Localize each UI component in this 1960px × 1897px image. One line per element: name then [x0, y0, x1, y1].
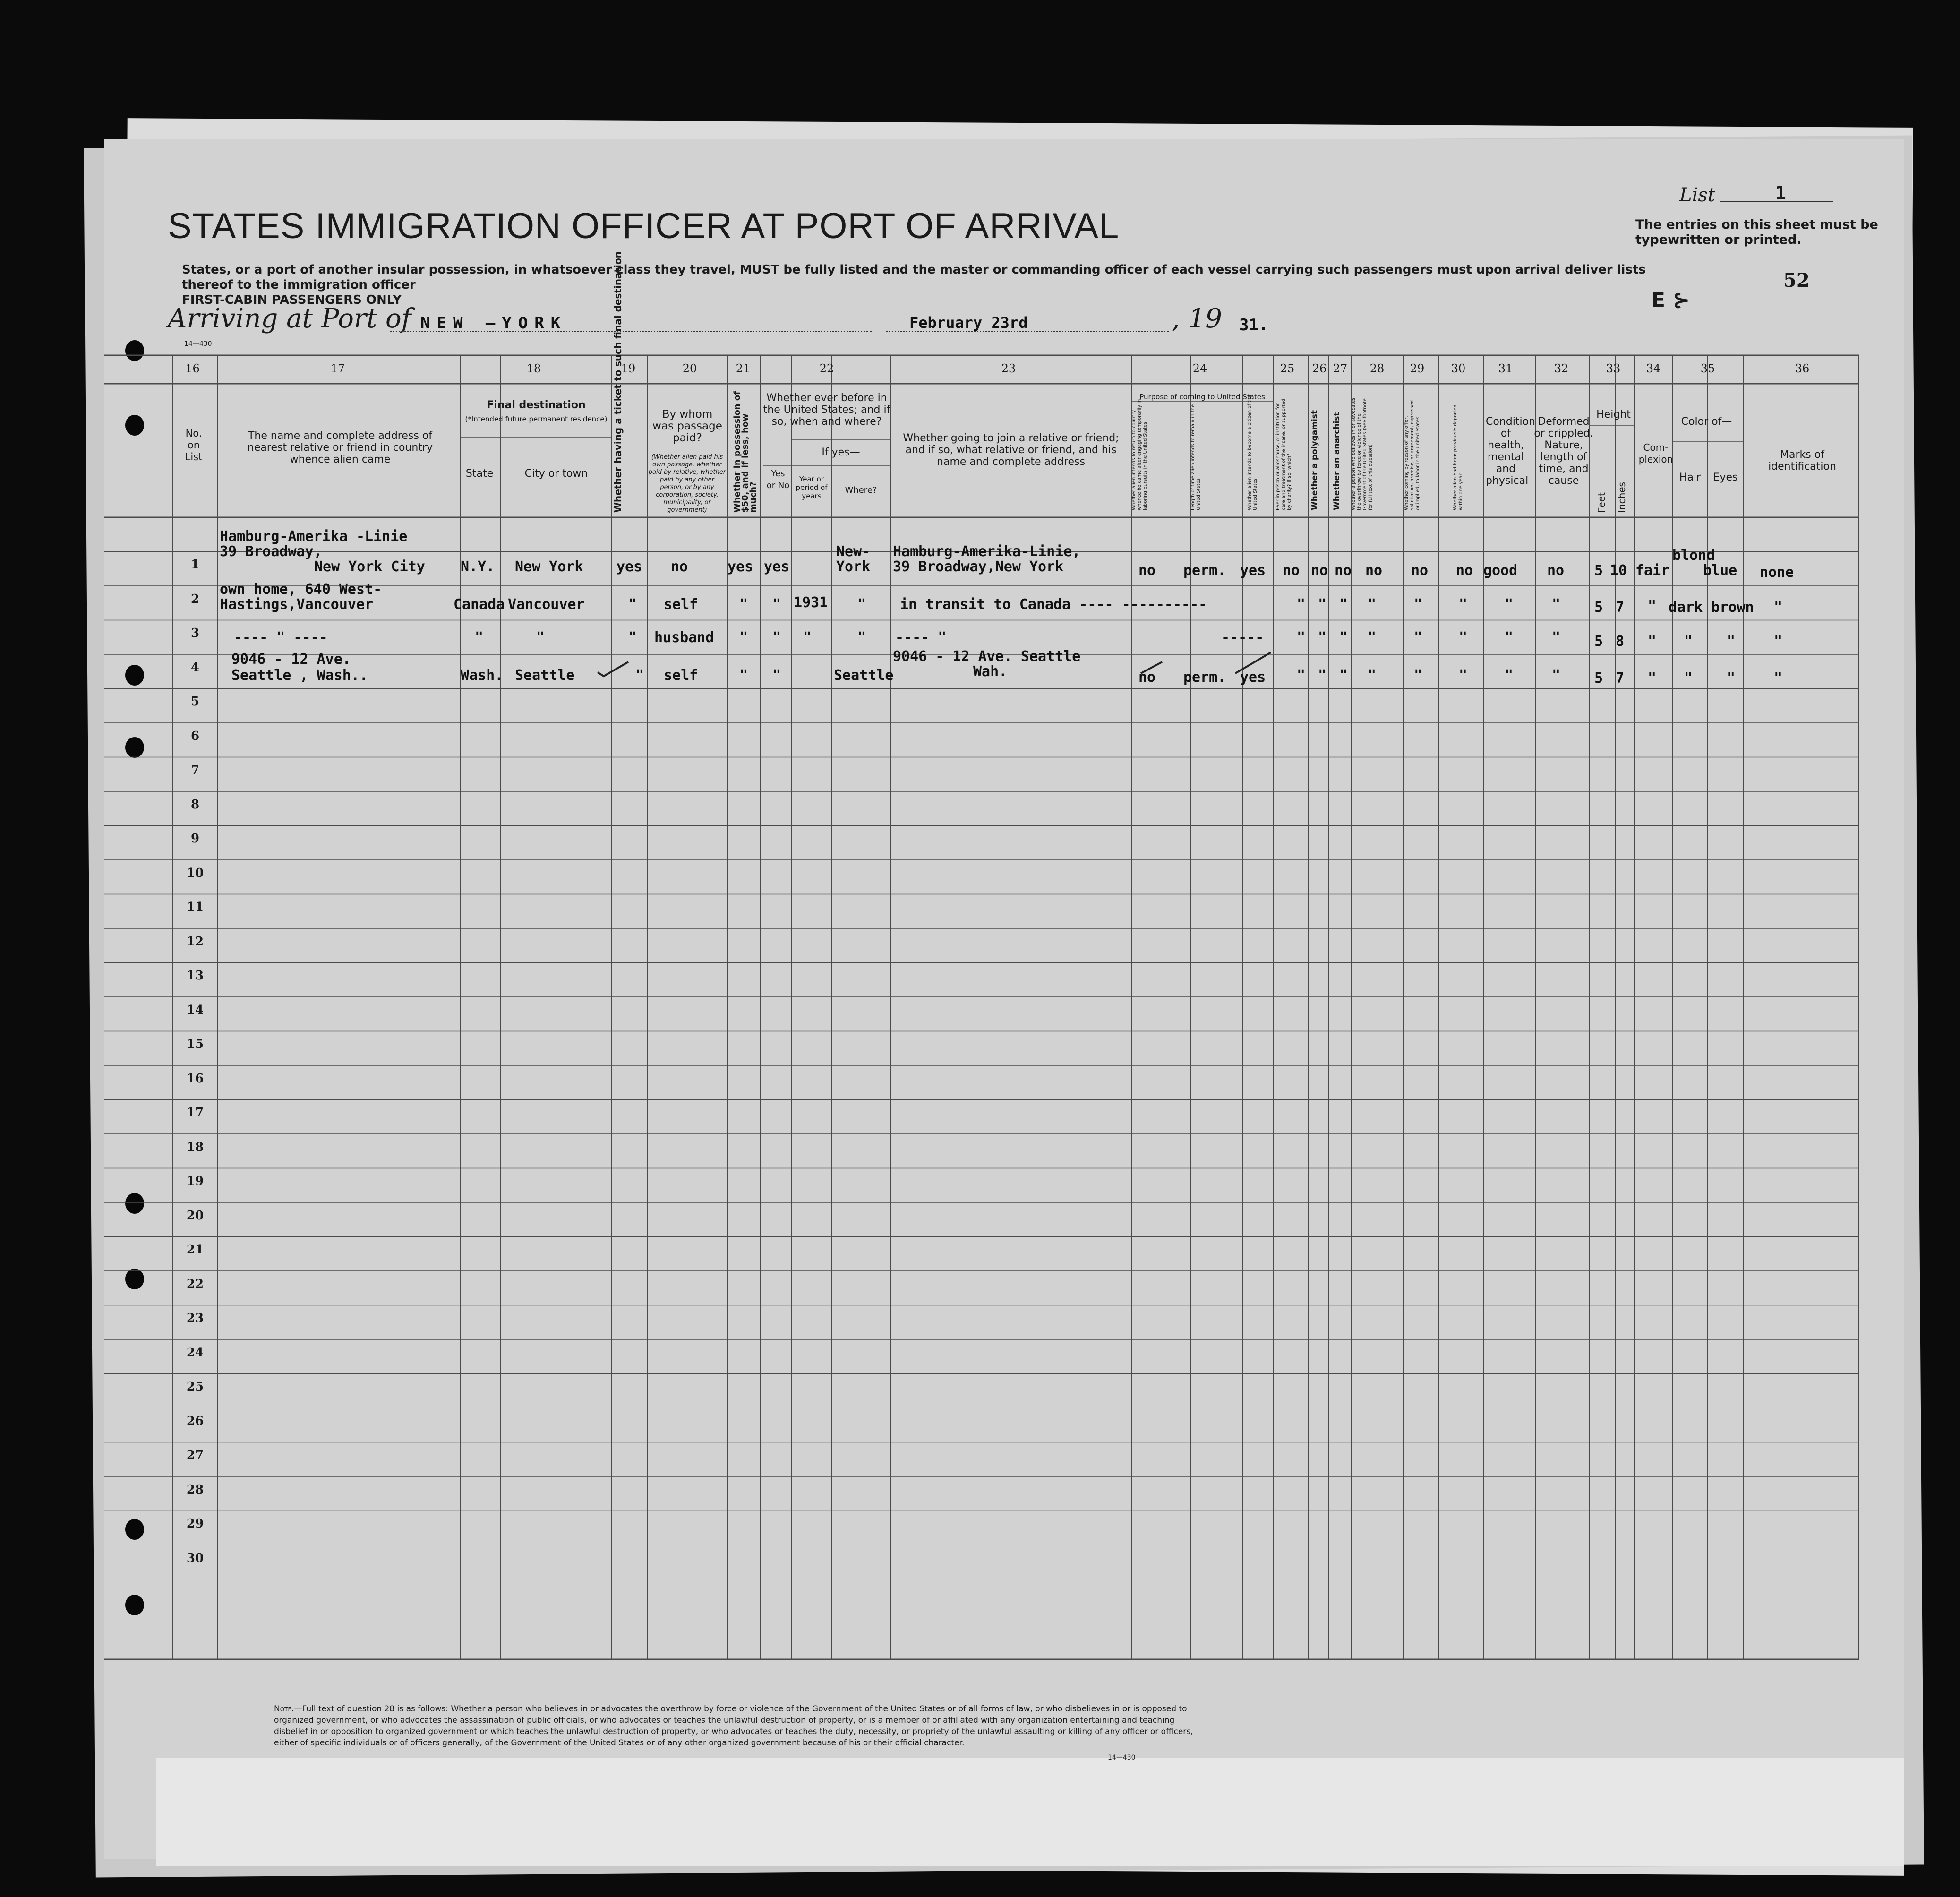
header-length: Length of time alien intends to remain in the United States	[1190, 404, 1201, 510]
col-num: 27	[1333, 362, 1348, 375]
row-number: 24	[186, 1345, 204, 1360]
footnote-text: —Full text of question 28 is as follows: Whether a person who believes in or advocates the overthrow by force or violence of the Government of the United States or of all forms of law, or who disbelieves in or is opposed to organized government, or who advocates the assassination of public officials, or who advocates or teaches the unlawful destruction of property, or is a member of or affiliated with any organization entertaining and teaching disbelief in or opposition to organized government or which teaches the unlawful destruction of property, or who advocates or teaches the duty, necessity, or propriety of the unlawful assaulting or killing of any officer or officers, either of specific individuals or of officers generally, of the Government of the United States or of any other organized government because of his or their official character.	[274, 1704, 1193, 1748]
form-title: STATES IMMIGRATION OFFICER AT PORT OF ARRIVAL	[168, 206, 1120, 246]
arriving-label: Arriving at Port of	[168, 303, 411, 334]
header-deported: Whether alien had been previously deported within one year	[1453, 404, 1464, 510]
r1-join: 39 Broadway,New York	[893, 558, 1064, 575]
r1-marks: none	[1760, 564, 1794, 581]
check-mark	[595, 659, 633, 678]
col-num: 26	[1312, 362, 1327, 375]
col-num: 24	[1192, 362, 1207, 375]
r4-ditto: "	[1339, 667, 1348, 684]
r2-ditto: "	[1505, 596, 1514, 613]
row-number: 19	[186, 1174, 204, 1188]
r1-c30: no	[1456, 562, 1473, 579]
check-mark	[1138, 659, 1167, 678]
r2-ticket: "	[628, 596, 637, 613]
r4-length: perm.	[1183, 669, 1226, 686]
header-before-in-us: Whether ever before in the United States; and if so, when and where?	[763, 392, 890, 428]
r4-ditto: "	[1297, 667, 1306, 684]
r3-ditto: "	[739, 629, 748, 646]
r3-ditto: "	[1368, 629, 1377, 646]
r4-ditto: "	[635, 667, 644, 684]
r4-paid-by: self	[664, 667, 698, 684]
r2-ditto: "	[1368, 596, 1377, 613]
header-height: Height	[1596, 409, 1631, 421]
r4-join: 9046 - 12 Ave. Seattle	[893, 648, 1081, 665]
row-number: 23	[186, 1311, 204, 1325]
r2-relative: own home, 640 West-	[220, 581, 382, 598]
col-num: 19	[621, 362, 636, 375]
header-yes-no: Yes or No	[766, 469, 790, 490]
header-citizen: Whether alien intends to become a citizen of the United States	[1247, 395, 1258, 510]
r3-ditto: "	[1339, 629, 1348, 646]
row-number: 9	[190, 832, 200, 846]
r4-ditto: "	[739, 667, 748, 684]
r2-inches: 7	[1616, 599, 1625, 616]
row-number: 16	[186, 1071, 204, 1086]
footnote	[274, 1703, 1195, 1749]
col-num: 32	[1554, 362, 1569, 375]
col-num: 35	[1700, 362, 1715, 375]
r4-ditto: "	[1505, 667, 1514, 684]
r1-state: N.Y.	[461, 558, 495, 575]
col-num: 17	[330, 362, 345, 375]
row-number: 30	[186, 1551, 204, 1565]
r4-ditto: "	[1727, 670, 1736, 687]
r3-ditto: "	[536, 629, 545, 646]
header-final-destination-sub: (*Intended future permanent residence)	[465, 415, 608, 423]
r2-ditto: "	[1414, 596, 1423, 613]
header-marks: Marks of identification	[1768, 449, 1836, 472]
r2-complexion: "	[1648, 598, 1657, 614]
col-num: 28	[1369, 362, 1385, 375]
header-where: Where?	[845, 485, 877, 495]
header-purpose: Purpose of coming to United States	[1139, 393, 1265, 401]
arrival-date: February 23rd	[909, 314, 1028, 332]
r1-eyes: blue	[1703, 562, 1737, 579]
row-number: 4	[190, 660, 200, 675]
header-return: Whether alien intends to return to country whence he came after engaging temporarily in laboring pursuits in the United States	[1131, 399, 1148, 510]
underlying-sheet-edge	[156, 1758, 1904, 1866]
list-label: List	[1679, 184, 1715, 206]
r1-deformed: no	[1547, 562, 1565, 579]
header-city: City or town	[524, 468, 588, 480]
year-prefix: , 19	[1172, 303, 1222, 334]
intro-line: States, or a port of another insular possession, in whatsoever class they travel, MUST be fully listed and the master or commanding officer of each vessel carrying such passengers must upon arrival deliver lists thereof to the immigration officer	[182, 263, 1646, 292]
row-number: 2	[190, 592, 200, 606]
row-number: 15	[186, 1037, 204, 1051]
row-number: 6	[190, 729, 200, 743]
row-number: 20	[186, 1208, 204, 1223]
row-number: 12	[186, 934, 204, 949]
row-number: 27	[186, 1448, 204, 1462]
r4-inches: 7	[1616, 670, 1625, 687]
header-q28: Whether a person who believes in or advocates the overthrow by force or violence of the Government of the United States (See footnote for full text of this question)	[1351, 397, 1373, 510]
header-inches: Inches	[1616, 482, 1627, 513]
r1-c25: no	[1283, 562, 1300, 579]
r1-city: New York	[515, 558, 583, 575]
r4-ditto: "	[1684, 670, 1693, 687]
r1-citizen: yes	[1240, 562, 1266, 579]
header-eyes: Eyes	[1713, 472, 1738, 483]
r4-ditto: "	[1774, 670, 1783, 687]
row-number: 3	[190, 626, 200, 640]
r4-ditto: "	[1459, 667, 1468, 684]
r3-ditto: "	[1648, 633, 1657, 650]
r1-complexion: fair	[1635, 562, 1670, 579]
col-num: 18	[526, 362, 541, 375]
r1-c28: no	[1365, 562, 1383, 579]
r1-health: good	[1483, 562, 1518, 579]
r2-city: Vancouver	[508, 596, 585, 613]
col-num: 16	[185, 362, 200, 375]
r1-money: yes	[728, 558, 753, 575]
r1-relative: 39 Broadway,	[220, 543, 322, 560]
r3-ditto: "	[1505, 629, 1514, 646]
r3-relative: ---- " ----	[234, 629, 328, 646]
r2-money: "	[739, 596, 748, 613]
r2-state: Canada	[454, 596, 505, 613]
col-num: 25	[1280, 362, 1295, 375]
r4-join: Wah.	[973, 663, 1008, 680]
row-number: 25	[186, 1380, 204, 1394]
row-number: 14	[186, 1003, 204, 1017]
r3-length: -----	[1221, 629, 1264, 646]
r4-ditto: "	[1368, 667, 1377, 684]
r1-relative: Hamburg-Amerika -Linie	[220, 528, 408, 545]
r3-inches: 8	[1616, 633, 1625, 650]
header-health: Condition of health, mental and physical	[1486, 416, 1535, 487]
r4-relative: Seattle , Wash..	[231, 667, 368, 684]
r4-citizen: yes	[1240, 669, 1266, 686]
r3-paid-by: husband	[654, 629, 714, 646]
r1-paid-by: no	[671, 558, 688, 575]
r2-ditto: "	[1339, 596, 1348, 613]
r4-return: no	[1138, 669, 1156, 686]
r1-feet: 5	[1594, 562, 1603, 579]
r4-ditto: "	[1648, 670, 1657, 687]
r1-length: perm.	[1183, 562, 1226, 579]
r3-ditto: "	[1774, 633, 1783, 650]
r2-hair-eyes: dark brown	[1669, 599, 1754, 616]
row-number: 22	[186, 1277, 204, 1291]
col-num: 23	[1001, 362, 1016, 375]
r2-ditto: "	[1297, 596, 1306, 613]
header-passage-paid: By whom was passage paid?	[652, 408, 722, 444]
r3-ditto: "	[1459, 629, 1468, 646]
row-number: 8	[190, 797, 200, 812]
r3-ditto: "	[803, 629, 812, 646]
header-nearest-relative: The name and complete address of nearest relative or friend in country whence alien came	[247, 430, 433, 465]
row-number: 21	[186, 1243, 204, 1257]
r4-feet: 5	[1594, 670, 1603, 687]
list-number: 1	[1775, 182, 1786, 203]
r2-join: in transit to Canada ---- ----------	[900, 596, 1207, 613]
r3-ditto: "	[1318, 629, 1327, 646]
r1-where: New-	[836, 543, 871, 560]
r1-before: yes	[764, 558, 790, 575]
entries-note: The entries on this sheet must be typewritten or printed.	[1635, 217, 1878, 247]
check-mark	[1233, 650, 1275, 678]
col-num: 22	[819, 362, 834, 375]
row-number: 17	[186, 1106, 204, 1120]
header-if-yes: If yes—	[822, 446, 860, 458]
r1-inches: 10	[1610, 562, 1627, 579]
header-money: Whether in possession of $50, and if less, how much?	[732, 391, 758, 513]
r3-ditto: "	[1297, 629, 1306, 646]
header-polygamist: Whether a polygamist	[1310, 410, 1319, 510]
header-passage-paid-sub: (Whether alien paid his own passage, whether paid by relative, whether paid by any other person, or by any corporation, society, municipality, or government)	[648, 454, 726, 514]
intro-line: FIRST-CABIN PASSENGERS ONLY	[182, 293, 402, 307]
header-feet: Feet	[1596, 492, 1607, 513]
header-final-destination: Final destination	[487, 399, 586, 411]
r1-join: Hamburg-Amerika-Linie,	[893, 543, 1081, 560]
header-ticket: Whether having a ticket to such final destination	[612, 251, 624, 513]
r3-ditto: "	[628, 629, 637, 646]
r4-ditto: "	[1552, 667, 1561, 684]
row-number: 7	[190, 763, 200, 777]
r4-where: Seattle	[834, 667, 894, 684]
r2-ditto: "	[1318, 596, 1327, 613]
row-number: 13	[186, 969, 204, 983]
col-num: 20	[682, 362, 697, 375]
r2-paid-by: self	[664, 596, 698, 613]
r3-ditto: "	[772, 629, 781, 646]
r4-ditto: "	[1318, 667, 1327, 684]
col-num: 34	[1646, 362, 1661, 375]
r3-ditto: "	[1552, 629, 1561, 646]
r1-c26: no	[1311, 562, 1328, 579]
form-intro	[182, 262, 1694, 308]
form-number: 14—430	[184, 340, 212, 348]
r1-ticket: yes	[616, 558, 642, 575]
r1-where: York	[836, 558, 871, 575]
r3-feet: 5	[1594, 633, 1603, 650]
header-complexion: Com-plexion	[1638, 442, 1673, 465]
header-labor-offer: Whether coming by reason of any offer, solicitation, promise, or agreement, expressed or implied, to labor in the United States	[1404, 400, 1421, 510]
row-number: 1	[190, 558, 200, 572]
r3-join: ---- "	[895, 629, 947, 646]
r2-where: "	[857, 596, 866, 613]
r2-ditto: "	[1552, 596, 1561, 613]
row-number: 18	[186, 1140, 204, 1154]
col-num: 21	[736, 362, 751, 375]
r2-relative: Hastings,Vancouver	[220, 596, 374, 613]
r4-city: Seattle	[515, 667, 575, 684]
r3-ditto: "	[857, 629, 866, 646]
col-num: 29	[1410, 362, 1425, 375]
r1-return: no	[1138, 562, 1156, 579]
footnote-form-ref: 14—430	[1108, 1754, 1136, 1761]
row-number: 5	[190, 695, 200, 709]
r2-before: "	[772, 596, 781, 613]
header-no-on-list: No. on List	[185, 428, 203, 463]
header-join-relative: Whether going to join a relative or friend; and if so, what relative or friend, and his name and complete address	[903, 432, 1119, 468]
r3-ditto: "	[1727, 633, 1736, 650]
header-deformed: Deformed or crippled. Nature, length of time, and cause	[1534, 416, 1593, 487]
r4-ditto: "	[1414, 667, 1423, 684]
r4-ditto: "	[772, 667, 781, 684]
r3-ditto: "	[1414, 629, 1423, 646]
r2-marks: "	[1774, 599, 1783, 616]
r1-c29: no	[1411, 562, 1429, 579]
header-color: Color of—	[1681, 416, 1732, 428]
r4-state: Wash.	[461, 667, 504, 684]
r2-ditto: "	[1459, 596, 1468, 613]
row-number: 28	[186, 1482, 204, 1497]
r1-relative: New York City	[314, 558, 425, 575]
port-value: NEW —YORK	[420, 314, 567, 333]
r3-ditto: "	[475, 629, 484, 646]
col-num: 30	[1451, 362, 1466, 375]
col-num: 31	[1498, 362, 1513, 375]
r2-year: 1931	[794, 594, 828, 611]
header-hair: Hair	[1679, 472, 1701, 483]
row-number: 10	[186, 866, 204, 880]
r1-c27: no	[1335, 562, 1352, 579]
r4-relative: 9046 - 12 Ave.	[231, 651, 351, 668]
header-year: Year or period of years	[796, 475, 828, 500]
col-num: 36	[1795, 362, 1810, 375]
col-num: 33	[1606, 362, 1621, 375]
footnote-lead: Note.	[274, 1704, 294, 1714]
row-number: 26	[186, 1414, 204, 1428]
r1-hair: blond	[1672, 547, 1715, 564]
year-suffix: 31.	[1239, 316, 1268, 335]
row-number: 11	[186, 900, 204, 914]
r2-feet: 5	[1594, 599, 1603, 616]
header-state: State	[465, 468, 494, 480]
row-number: 29	[186, 1517, 204, 1531]
r3-ditto: "	[1684, 633, 1693, 650]
page-stamp: E ⊱	[1651, 288, 1690, 312]
header-prison: Ever in prison or almshouse, or institution for care and treatment of the insane, or supported by charity? If so, which?	[1275, 398, 1292, 510]
header-anarchist: Whether an anarchist	[1332, 412, 1342, 510]
page-number: 52	[1783, 269, 1810, 292]
